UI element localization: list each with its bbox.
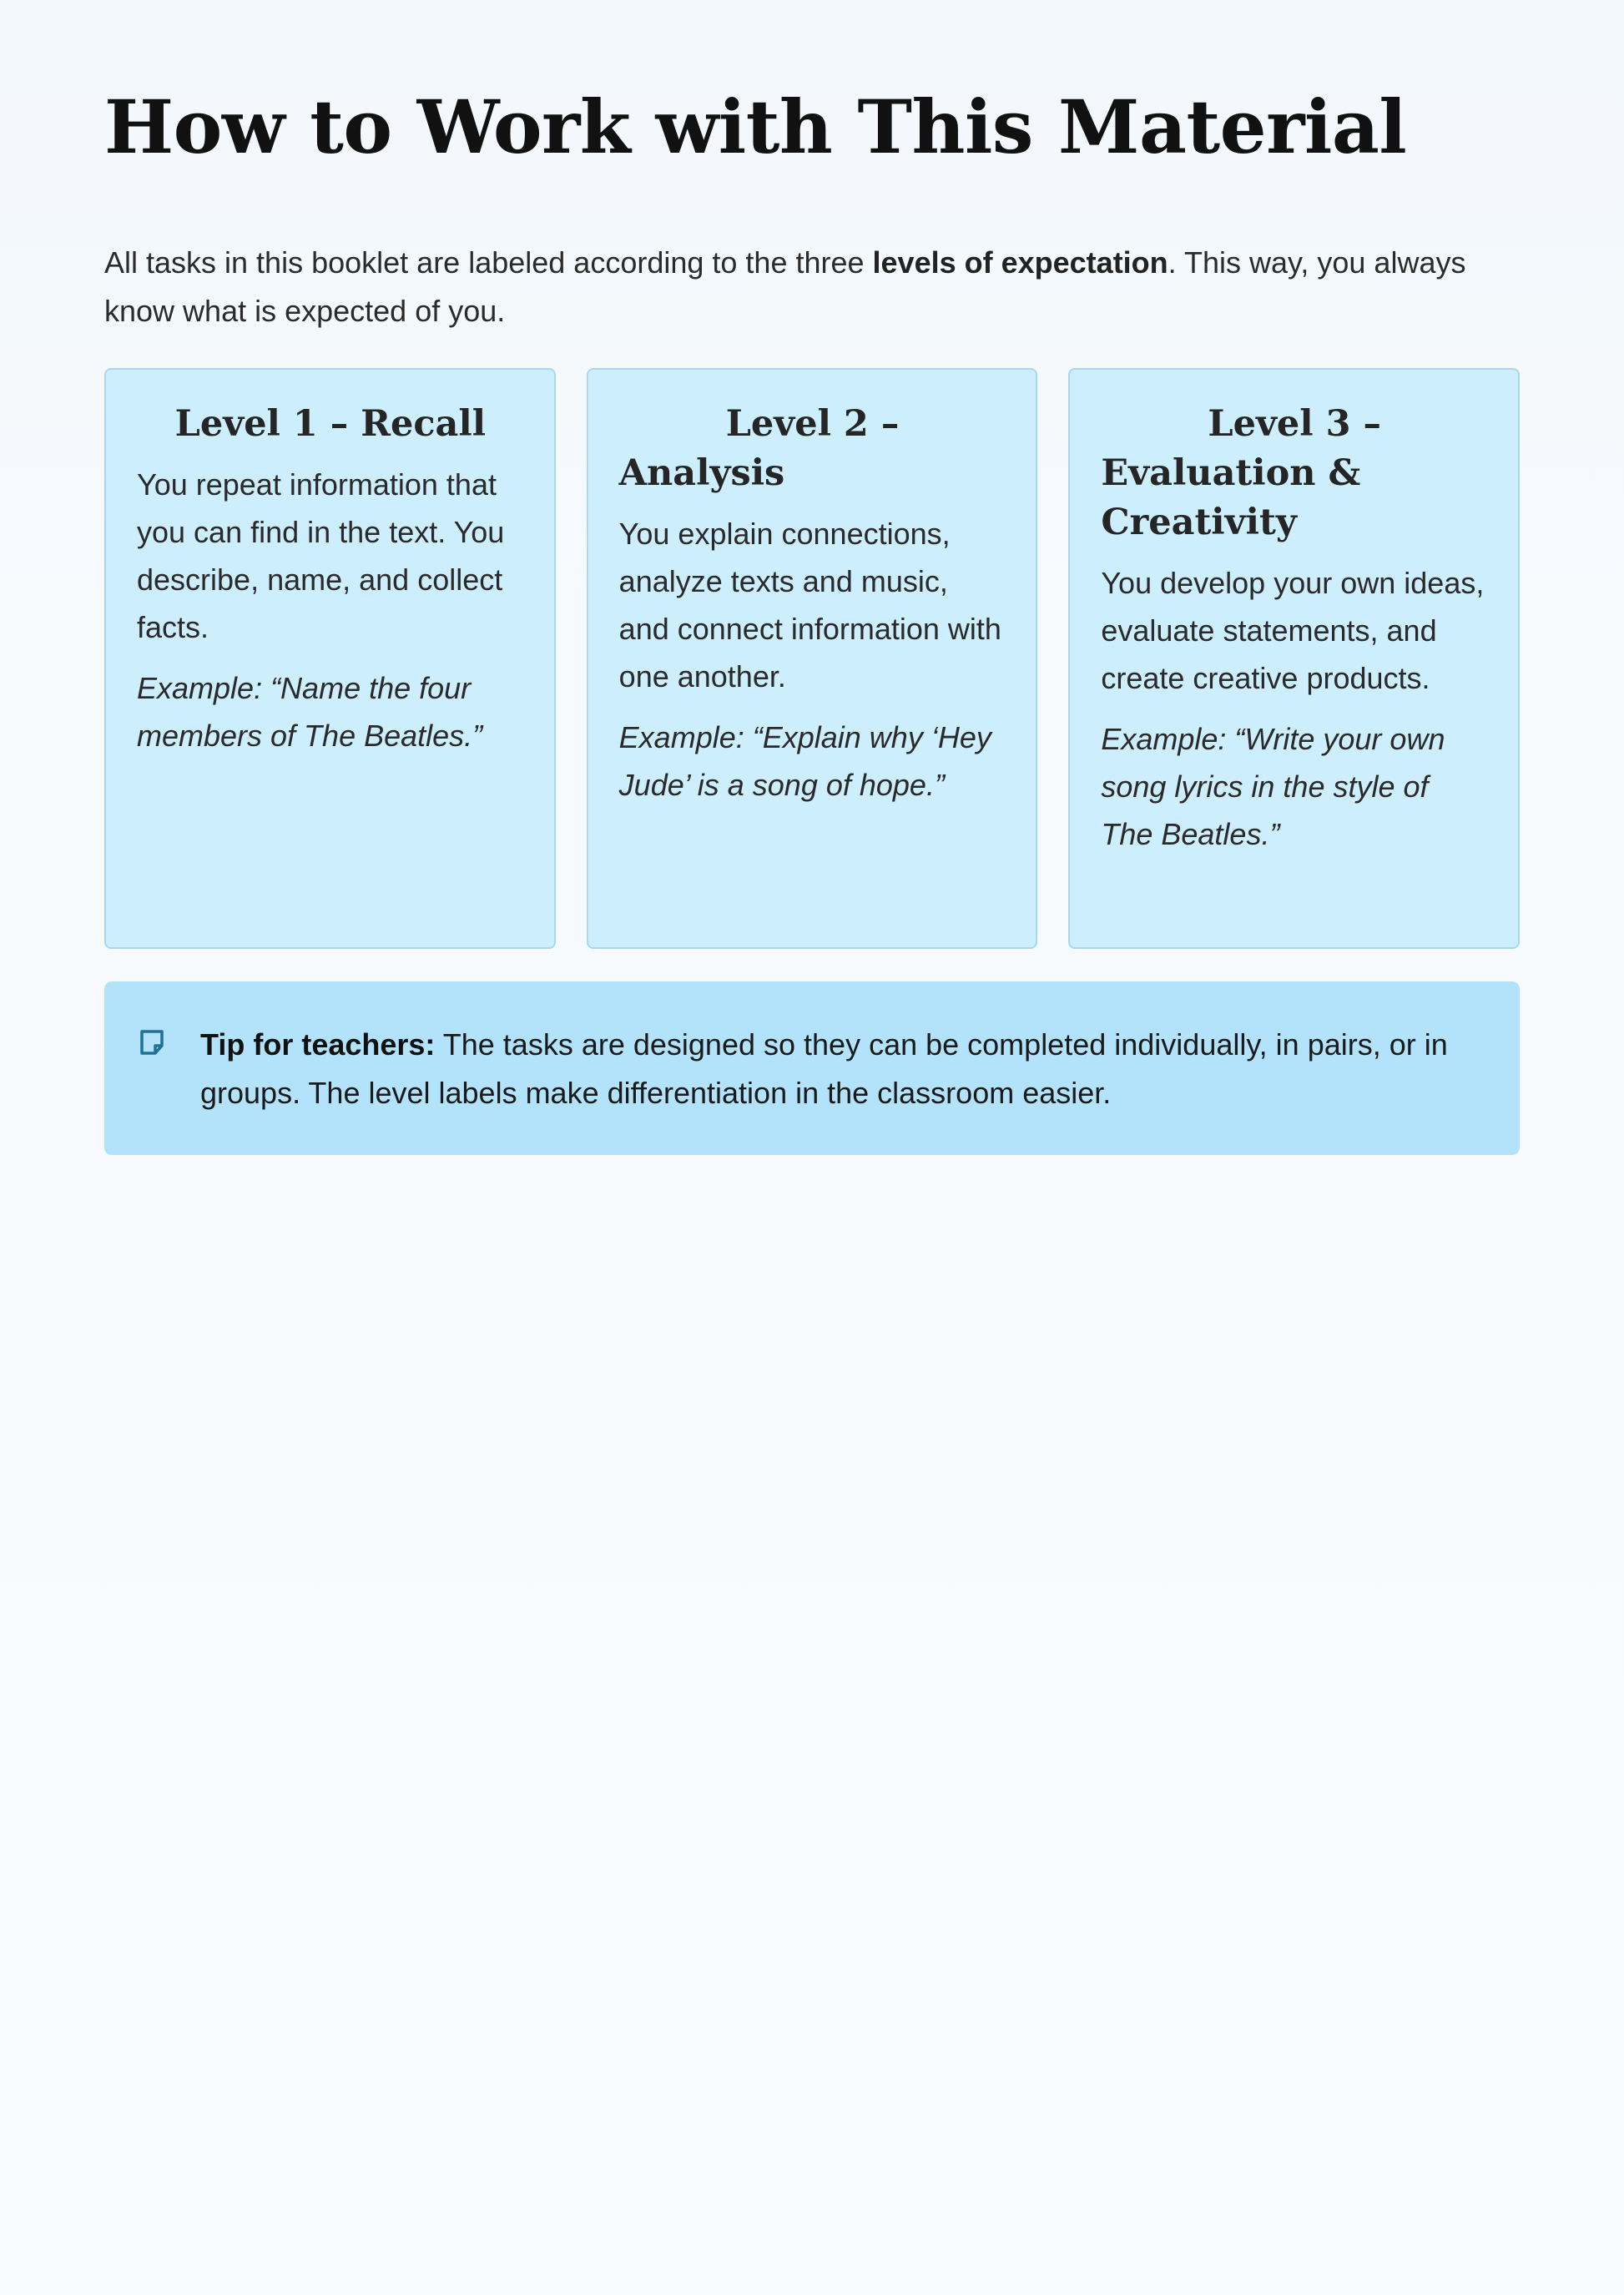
level-2-title-number: Level 2 – [725,403,900,445]
level-3-card [1068,368,1520,949]
teacher-tip-text [200,1021,1486,1117]
level-1-example: Example: “Name the four members of The Beatles.” [137,671,483,753]
page-title: How to Work with This Material [104,83,1407,170]
level-1-card [104,368,556,949]
level-1-description: You repeat information that you can find in the text. You describe, name, and collect facts. [137,467,505,644]
intro-text-start: All tasks in this booklet are labeled according to the three [104,245,873,280]
level-3-title-number: Level 3 – [1208,403,1381,445]
level-3-description: You develop your own ideas, evaluate statements, and create creative products. [1101,566,1485,695]
level-2-card [587,368,1038,949]
intro-highlight: levels of expectation [872,245,1168,280]
level-1-title: Level 1 – Recall [174,403,487,445]
level-3-title-name: Evaluation & Creativity [1101,452,1361,543]
teacher-tip-box [104,981,1520,1155]
intro-text-end: . This way, you always know what is expected of you. [104,245,1466,328]
intro-paragraph [104,239,1520,335]
note-icon [138,1028,166,1057]
teacher-tip-content: The tasks are designed so they can be completed individually, in pairs, or in groups. The level labels make differentiation in the classroom easier. [200,1027,1448,1110]
teacher-tip-label: Tip for teachers: [200,1027,436,1062]
level-2-title-name: Analysis [618,452,785,494]
level-3-example: Example: “Write your own song lyrics in the style of The Beatles.” [1101,722,1445,851]
level-2-title [619,400,1006,498]
level-cards [104,368,1520,949]
level-2-description: You explain connections, analyze texts and music, and connect information with one another. [618,517,1001,694]
level-2-example: Example: “Explain why ‘Hey Jude’ is a song of hope.” [618,720,991,802]
level-3-title [1101,400,1488,547]
